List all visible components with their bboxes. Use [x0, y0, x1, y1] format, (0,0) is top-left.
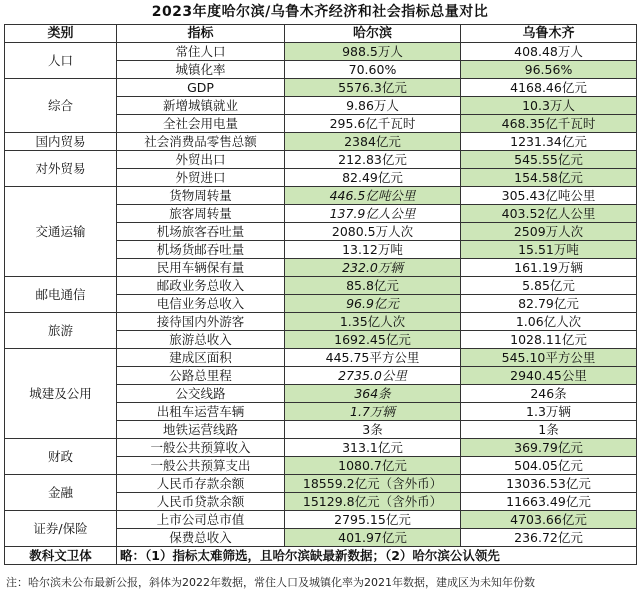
indicator-cell: 一般公共预算支出: [117, 457, 285, 475]
table-row: [5, 79, 637, 97]
harbin-value-cell: 2735.0公里: [285, 367, 461, 385]
indicator-cell: GDP: [117, 79, 285, 97]
urumqi-value-cell: 161.19万辆: [461, 259, 637, 277]
urumqi-value-cell: 504.05亿元: [461, 457, 637, 475]
table-header-row: [5, 25, 637, 43]
urumqi-value-cell: 545.55亿元: [461, 151, 637, 169]
indicator-cell: 旅游总收入: [117, 331, 285, 349]
harbin-value-cell: 1.7万辆: [285, 403, 461, 421]
summary-text: 略：（1）指标太难筛选，且哈尔滨缺最新数据；（2）哈尔滨公认领先: [117, 547, 637, 565]
harbin-value-cell: 295.6亿千瓦时: [285, 115, 461, 133]
urumqi-value-cell: 545.10平方公里: [461, 349, 637, 367]
urumqi-value-cell: 403.52亿人公里: [461, 205, 637, 223]
category-cell: 金融: [5, 475, 117, 511]
harbin-value-cell: 1080.7亿元: [285, 457, 461, 475]
indicator-cell: 全社会用电量: [117, 115, 285, 133]
urumqi-value-cell: 1028.11亿元: [461, 331, 637, 349]
indicator-cell: 接待国内外游客: [117, 313, 285, 331]
indicator-cell: 地铁运营线路: [117, 421, 285, 439]
harbin-value-cell: 364条: [285, 385, 461, 403]
urumqi-value-cell: 2509万人次: [461, 223, 637, 241]
harbin-value-cell: 9.86万人: [285, 97, 461, 115]
indicator-cell: 公路总里程: [117, 367, 285, 385]
indicator-cell: 城镇化率: [117, 61, 285, 79]
urumqi-value-cell: 1.06亿人次: [461, 313, 637, 331]
harbin-value-cell: 5576.3亿元: [285, 79, 461, 97]
category-cell: 交通运输: [5, 187, 117, 277]
harbin-value-cell: 1.35亿人次: [285, 313, 461, 331]
table-row: [5, 43, 637, 61]
urumqi-value-cell: 82.79亿元: [461, 295, 637, 313]
indicator-cell: 货物周转量: [117, 187, 285, 205]
urumqi-value-cell: 236.72亿元: [461, 529, 637, 547]
harbin-value-cell: 212.83亿元: [285, 151, 461, 169]
harbin-value-cell: 445.75平方公里: [285, 349, 461, 367]
harbin-value-cell: 313.1亿元: [285, 439, 461, 457]
urumqi-value-cell: 154.58亿元: [461, 169, 637, 187]
indicator-cell: 邮政业务总收入: [117, 277, 285, 295]
indicator-cell: 机场旅客吞吐量: [117, 223, 285, 241]
harbin-value-cell: 82.49亿元: [285, 169, 461, 187]
indicator-cell: 公交线路: [117, 385, 285, 403]
indicator-cell: 外贸出口: [117, 151, 285, 169]
harbin-value-cell: 446.5亿吨公里: [285, 187, 461, 205]
table-row: [5, 349, 637, 367]
footnote: 注：哈尔滨未公布最新公报，斜体为2022年数据，常住人口及城镇化率为2021年数据，建成区为未知年份数: [6, 576, 535, 589]
table-row: [5, 133, 637, 151]
table-row: [5, 277, 637, 295]
indicator-cell: 一般公共预算收入: [117, 439, 285, 457]
indicator-cell: 机场货邮吞吐量: [117, 241, 285, 259]
harbin-value-cell: 3条: [285, 421, 461, 439]
urumqi-value-cell: 369.79亿元: [461, 439, 637, 457]
indicator-cell: 人民币贷款余额: [117, 493, 285, 511]
indicator-cell: 社会消费品零售总额: [117, 133, 285, 151]
urumqi-value-cell: 246条: [461, 385, 637, 403]
urumqi-value-cell: 408.48万人: [461, 43, 637, 61]
urumqi-value-cell: 4168.46亿元: [461, 79, 637, 97]
urumqi-value-cell: 5.85亿元: [461, 277, 637, 295]
indicator-cell: 电信业务总收入: [117, 295, 285, 313]
urumqi-value-cell: 13036.53亿元: [461, 475, 637, 493]
indicator-cell: 出租车运营车辆: [117, 403, 285, 421]
comparison-table: [4, 24, 637, 565]
category-cell: 对外贸易: [5, 151, 117, 187]
harbin-value-cell: 85.8亿元: [285, 277, 461, 295]
indicator-cell: 建成区面积: [117, 349, 285, 367]
indicator-cell: 常住人口: [117, 43, 285, 61]
harbin-value-cell: 96.9亿元: [285, 295, 461, 313]
summary-row: [5, 547, 637, 565]
category-cell: 财政: [5, 439, 117, 475]
urumqi-value-cell: 468.35亿千瓦时: [461, 115, 637, 133]
indicator-cell: 保费总收入: [117, 529, 285, 547]
header-harbin: 哈尔滨: [285, 25, 461, 43]
harbin-value-cell: 2080.5万人次: [285, 223, 461, 241]
summary-category: 教科文卫体: [5, 547, 117, 565]
indicator-cell: 旅客周转量: [117, 205, 285, 223]
header-indicator: 指标: [117, 25, 285, 43]
category-cell: 综合: [5, 79, 117, 133]
indicator-cell: 上市公司总市值: [117, 511, 285, 529]
header-category: 类别: [5, 25, 117, 43]
indicator-cell: 人民币存款余额: [117, 475, 285, 493]
category-cell: 证券/保险: [5, 511, 117, 547]
table-body: [5, 43, 637, 547]
table-row: [5, 475, 637, 493]
urumqi-value-cell: 10.3万人: [461, 97, 637, 115]
table-row: [5, 313, 637, 331]
table-row: [5, 439, 637, 457]
harbin-value-cell: 137.9亿人公里: [285, 205, 461, 223]
urumqi-value-cell: 15.51万吨: [461, 241, 637, 259]
indicator-cell: 民用车辆保有量: [117, 259, 285, 277]
page-title: 2023年度哈尔滨/乌鲁木齐经济和社会指标总量对比: [151, 4, 489, 20]
indicator-cell: 新增城镇就业: [117, 97, 285, 115]
category-cell: 城建及公用: [5, 349, 117, 439]
urumqi-value-cell: 4703.66亿元: [461, 511, 637, 529]
header-urumqi: 乌鲁木齐: [461, 25, 637, 43]
category-cell: 旅游: [5, 313, 117, 349]
harbin-value-cell: 18559.2亿元（含外币）: [285, 475, 461, 493]
urumqi-value-cell: 1条: [461, 421, 637, 439]
harbin-value-cell: 15129.8亿元（含外币）: [285, 493, 461, 511]
table-row: [5, 511, 637, 529]
urumqi-value-cell: 1231.34亿元: [461, 133, 637, 151]
harbin-value-cell: 232.0万辆: [285, 259, 461, 277]
urumqi-value-cell: 11663.49亿元: [461, 493, 637, 511]
harbin-value-cell: 13.12万吨: [285, 241, 461, 259]
harbin-value-cell: 70.60%: [285, 61, 461, 79]
urumqi-value-cell: 1.3万辆: [461, 403, 637, 421]
indicator-cell: 外贸进口: [117, 169, 285, 187]
table-row: [5, 151, 637, 169]
category-cell: 邮电通信: [5, 277, 117, 313]
urumqi-value-cell: 2940.45公里: [461, 367, 637, 385]
harbin-value-cell: 988.5万人: [285, 43, 461, 61]
urumqi-value-cell: 305.43亿吨公里: [461, 187, 637, 205]
harbin-value-cell: 2384亿元: [285, 133, 461, 151]
harbin-value-cell: 401.97亿元: [285, 529, 461, 547]
harbin-value-cell: 2795.15亿元: [285, 511, 461, 529]
category-cell: 国内贸易: [5, 133, 117, 151]
urumqi-value-cell: 96.56%: [461, 61, 637, 79]
category-cell: 人口: [5, 43, 117, 79]
table-row: [5, 187, 637, 205]
harbin-value-cell: 1692.45亿元: [285, 331, 461, 349]
